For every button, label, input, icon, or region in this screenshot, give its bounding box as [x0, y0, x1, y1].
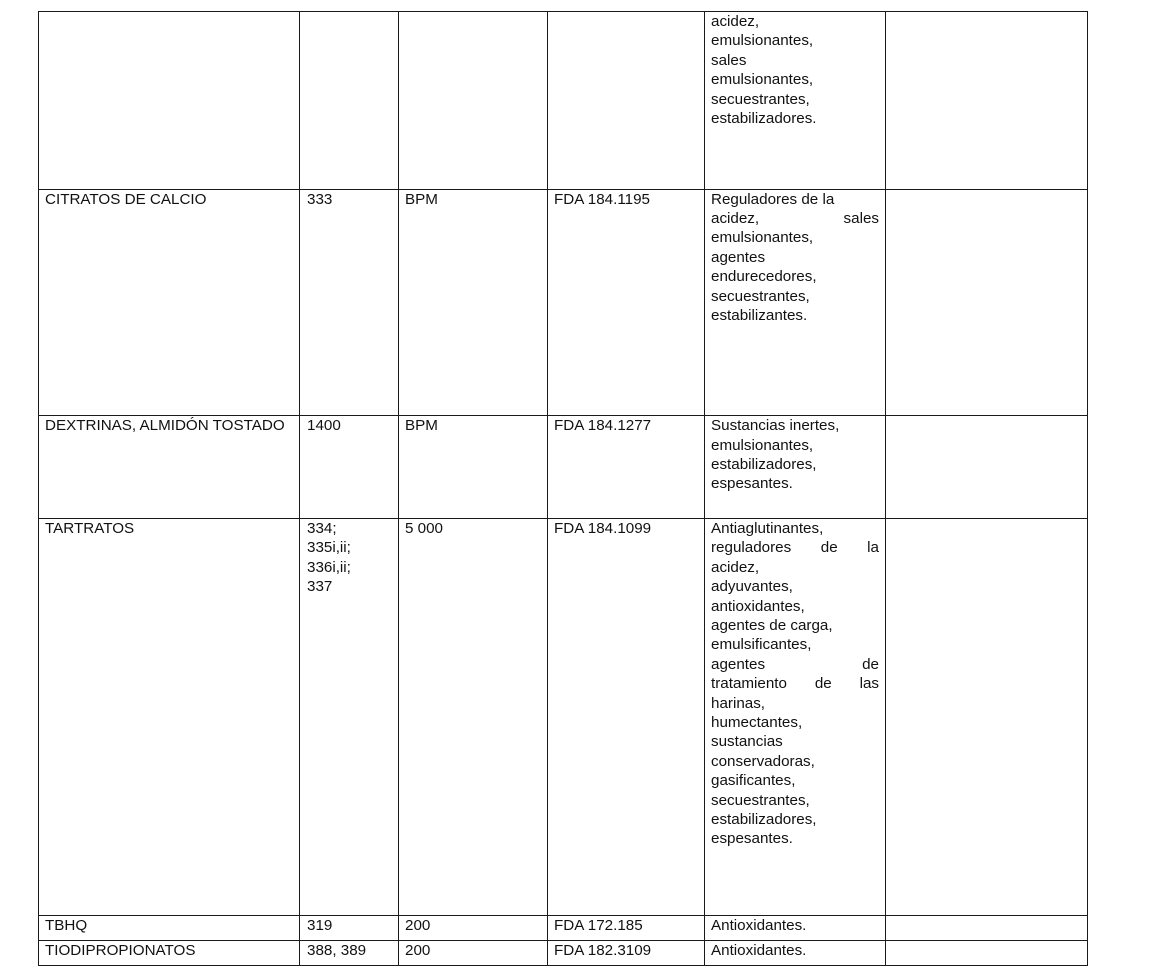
function-line: estabilizadores,: [711, 456, 817, 474]
function-line: espesantes.: [711, 830, 793, 848]
functions-cell: [705, 915, 886, 941]
ins-number: 319: [307, 916, 333, 934]
function-line: gasificantes,: [711, 772, 796, 790]
additive-name: DEXTRINAS, ALMIDÓN TOSTADO: [45, 417, 285, 435]
table-row: [39, 941, 1088, 966]
fda-reference-cell: [548, 518, 705, 915]
function-line: emulsionantes,: [711, 229, 814, 247]
function-line: Antioxidantes.: [711, 916, 807, 934]
function-line: reguladores de la: [711, 539, 879, 557]
notes-cell: [886, 518, 1088, 915]
ins-number: 336i,ii;: [307, 558, 351, 576]
functions-cell: [705, 416, 886, 519]
ins-number-cell: [300, 915, 399, 941]
function-line: estabilizadores,: [711, 811, 817, 829]
notes-cell: [886, 12, 1088, 190]
function-line: estabilizadores.: [711, 110, 817, 128]
function-line: adyuvantes,: [711, 578, 793, 596]
ins-number-cell: [300, 941, 399, 966]
function-line: emulsionantes,: [711, 436, 814, 454]
additive-name-cell: [39, 518, 300, 915]
additive-name: TIODIPROPIONATOS: [45, 942, 196, 960]
fda-reference: FDA 182.3109: [554, 942, 652, 960]
function-line: Reguladores de la: [711, 190, 835, 208]
functions-cell: [705, 189, 886, 416]
fda-reference-cell: [548, 416, 705, 519]
function-line: sales: [711, 51, 747, 69]
function-line: agentes de: [711, 655, 879, 673]
max-level-cell: [399, 189, 548, 416]
functions-cell: [705, 941, 886, 966]
fda-reference-cell: [548, 941, 705, 966]
function-line: Sustancias inertes,: [711, 417, 840, 435]
function-line: humectantes,: [711, 714, 803, 731]
function-line: acidez,: [711, 13, 760, 30]
table-row: [39, 189, 1088, 416]
function-line: harinas,: [711, 694, 766, 712]
fda-reference-cell: [548, 12, 705, 190]
fda-reference: FDA 172.185: [554, 916, 643, 934]
additive-name: CITRATOS DE CALCIO: [45, 190, 207, 208]
function-line: endurecedores,: [711, 268, 817, 286]
fda-reference: FDA 184.1277: [554, 417, 652, 435]
additive-name: TARTRATOS: [45, 519, 135, 537]
function-line: acidez,: [711, 558, 760, 576]
ins-number: 388, 389: [307, 942, 367, 960]
additive-name-cell: [39, 416, 300, 519]
table-row: [39, 12, 1088, 190]
max-level: 200: [405, 942, 431, 960]
additive-name-cell: [39, 189, 300, 416]
function-line: secuestrantes,: [711, 90, 810, 108]
function-line: tratamiento de las: [711, 675, 879, 693]
ins-number-cell: [300, 518, 399, 915]
max-level-cell: [399, 518, 548, 915]
ins-number: 337: [307, 578, 333, 596]
function-line: Antioxidantes.: [711, 942, 807, 960]
function-line: secuestrantes,: [711, 791, 810, 809]
table-row: [39, 518, 1088, 915]
ins-number-cell: [300, 12, 399, 190]
function-line: secuestrantes,: [711, 287, 810, 305]
max-level: BPM: [405, 417, 438, 435]
function-line: agentes: [711, 248, 766, 266]
function-line: emulsificantes,: [711, 636, 812, 654]
fda-reference-cell: [548, 189, 705, 416]
max-level: BPM: [405, 190, 438, 208]
max-level-cell: [399, 941, 548, 966]
function-line: emulsionantes,: [711, 71, 814, 89]
additive-name-cell: [39, 12, 300, 190]
fda-reference: FDA 184.1195: [554, 190, 650, 208]
max-level-cell: [399, 12, 548, 190]
notes-cell: [886, 416, 1088, 519]
function-line: espesantes.: [711, 475, 793, 493]
max-level: 200: [405, 916, 431, 934]
function-line: Antiaglutinantes,: [711, 519, 824, 537]
function-line: emulsionantes,: [711, 32, 814, 50]
ins-number-cell: [300, 416, 399, 519]
notes-cell: [886, 189, 1088, 416]
additive-name-cell: [39, 941, 300, 966]
ins-number-cell: [300, 189, 399, 416]
ins-number: 334;: [307, 519, 337, 537]
function-line: agentes de carga,: [711, 616, 833, 634]
max-level-cell: [399, 416, 548, 519]
fda-reference-cell: [548, 915, 705, 941]
additive-name-cell: [39, 915, 300, 941]
max-level-cell: [399, 915, 548, 941]
functions-cell: [705, 12, 886, 190]
function-line: antioxidantes,: [711, 597, 805, 615]
ins-number: 1400: [307, 417, 341, 435]
ins-number: 333: [307, 190, 333, 208]
fda-reference: FDA 184.1099: [554, 519, 652, 537]
notes-cell: [886, 915, 1088, 941]
functions-cell: [705, 518, 886, 915]
additives-table: [38, 11, 1088, 966]
function-line: acidez, sales: [711, 209, 879, 227]
table-body: [39, 12, 1088, 966]
ins-number: 335i,ii;: [307, 539, 351, 557]
notes-cell: [886, 941, 1088, 966]
function-line: estabilizantes.: [711, 306, 808, 324]
function-line: sustancias: [711, 733, 783, 751]
max-level: 5 000: [405, 519, 444, 537]
table-row: [39, 915, 1088, 941]
function-line: conservadoras,: [711, 752, 815, 770]
additive-name: TBHQ: [45, 916, 88, 934]
table-row: [39, 416, 1088, 519]
